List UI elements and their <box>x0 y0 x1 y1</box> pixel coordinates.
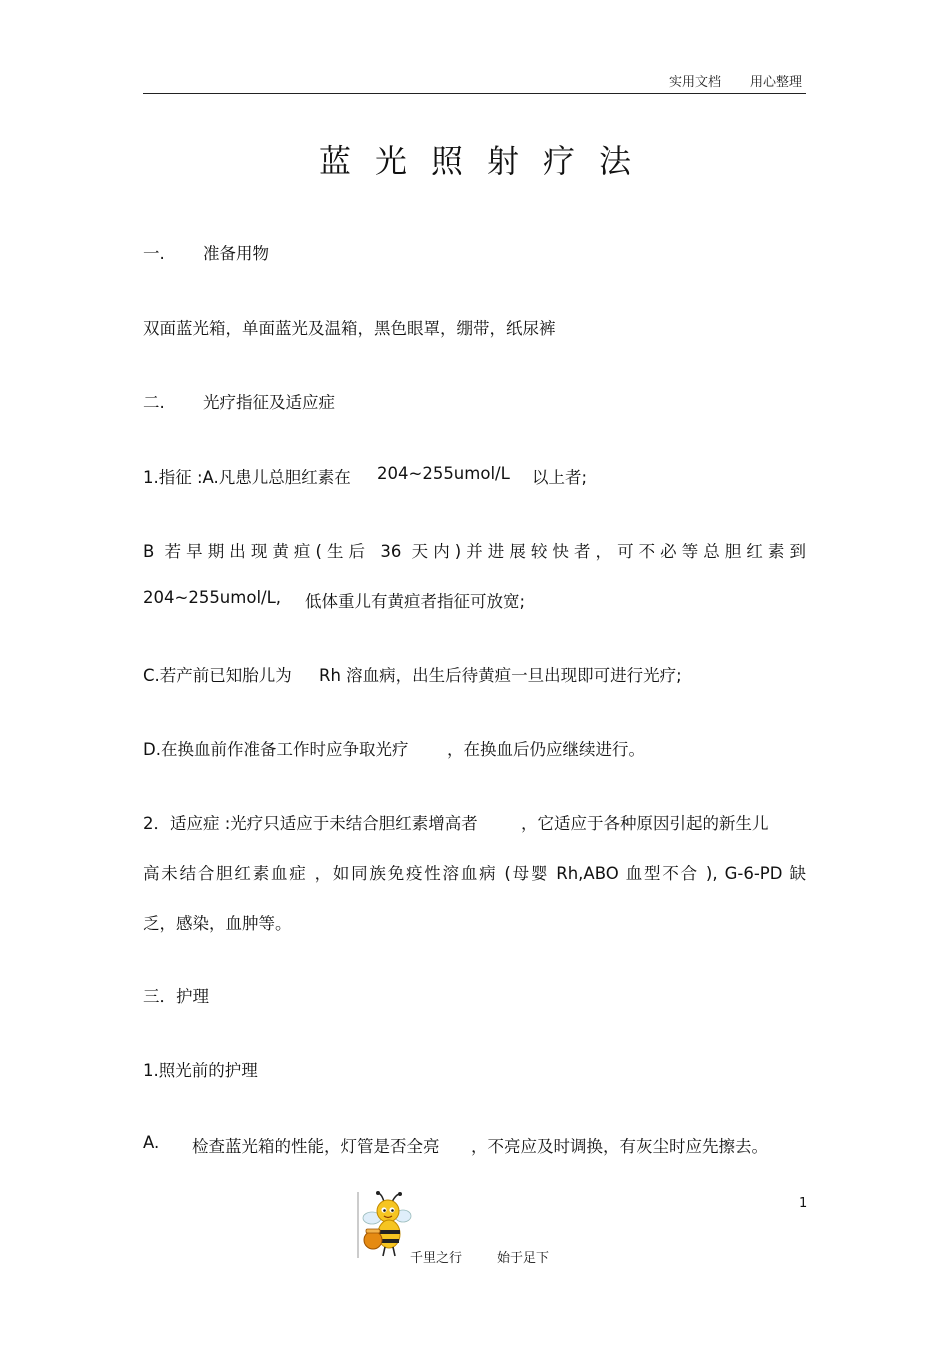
page-number: 1 <box>799 1196 808 1211</box>
bee-mascot-icon <box>356 1190 412 1260</box>
indication-d-prefix: D.在换血前作准备工作时应争取光疗 <box>143 740 409 759</box>
header-divider <box>143 93 806 94</box>
adaptation-line2: 高未结合胆红素血症 ，如同族免疫性溶血病 (母婴 Rh,ABO 血型不合 ), G-6-PD 缺 <box>143 864 806 883</box>
indication-b-line2-text: 低体重儿有黄疸者指征可放宽; <box>305 592 526 611</box>
indication-c-text: Rh 溶血病，出生后待黄疸一旦出现即可进行光疗; <box>319 666 682 685</box>
section-2-number: 二. <box>143 393 165 412</box>
adaptation-line1-a: 2．适应症 :光疗只适应于未结合胆红素增高者 <box>143 814 478 833</box>
section-3-heading: 三．护理 <box>143 987 209 1006</box>
section-1-body: 双面蓝光箱，单面蓝光及温箱，黑色眼罩，绷带，纸尿裤 <box>143 319 556 338</box>
section-2-heading: 光疗指征及适应症 <box>203 393 335 412</box>
adaptation-line3: 乏，感染，血肿等。 <box>143 914 292 933</box>
indication-a-suffix: 以上者; <box>532 468 588 487</box>
care-item-a-suffix: ，不亮应及时调换，有灰尘时应先擦去。 <box>471 1137 768 1156</box>
indication-a-value: 204~255umol/L <box>377 464 510 483</box>
indication-a-prefix: 1.指征 :A.凡患儿总胆红素在 <box>143 468 351 487</box>
care-item-a-text: 检查蓝光箱的性能，灯管是否全亮 <box>192 1137 440 1156</box>
care-item-a-label: A. <box>143 1133 160 1152</box>
indication-b-line1: B 若早期出现黄疸(生后 36 天内)并进展较快者，可不必等总胆红素到 <box>143 542 806 561</box>
indication-c-prefix: C.若产前已知胎儿为 <box>143 666 292 685</box>
document-title: 蓝光照射疗法 <box>318 142 655 180</box>
section-1-number: 一. <box>143 244 165 263</box>
footer-left-text: 千里之行 <box>410 1251 463 1266</box>
header-right-text: 用心整理 <box>750 75 803 90</box>
indication-d-text: ，在换血后仍应继续进行。 <box>447 740 645 759</box>
adaptation-line1-b: ，它适应于各种原因引起的新生儿 <box>521 814 769 833</box>
care-subheading: 1.照光前的护理 <box>143 1061 258 1080</box>
indication-b-line2-value: 204~255umol/L, <box>143 588 282 607</box>
header-left-text: 实用文档 <box>669 75 722 90</box>
footer-right-text: 始于足下 <box>497 1251 550 1266</box>
section-1-heading: 准备用物 <box>203 244 269 263</box>
